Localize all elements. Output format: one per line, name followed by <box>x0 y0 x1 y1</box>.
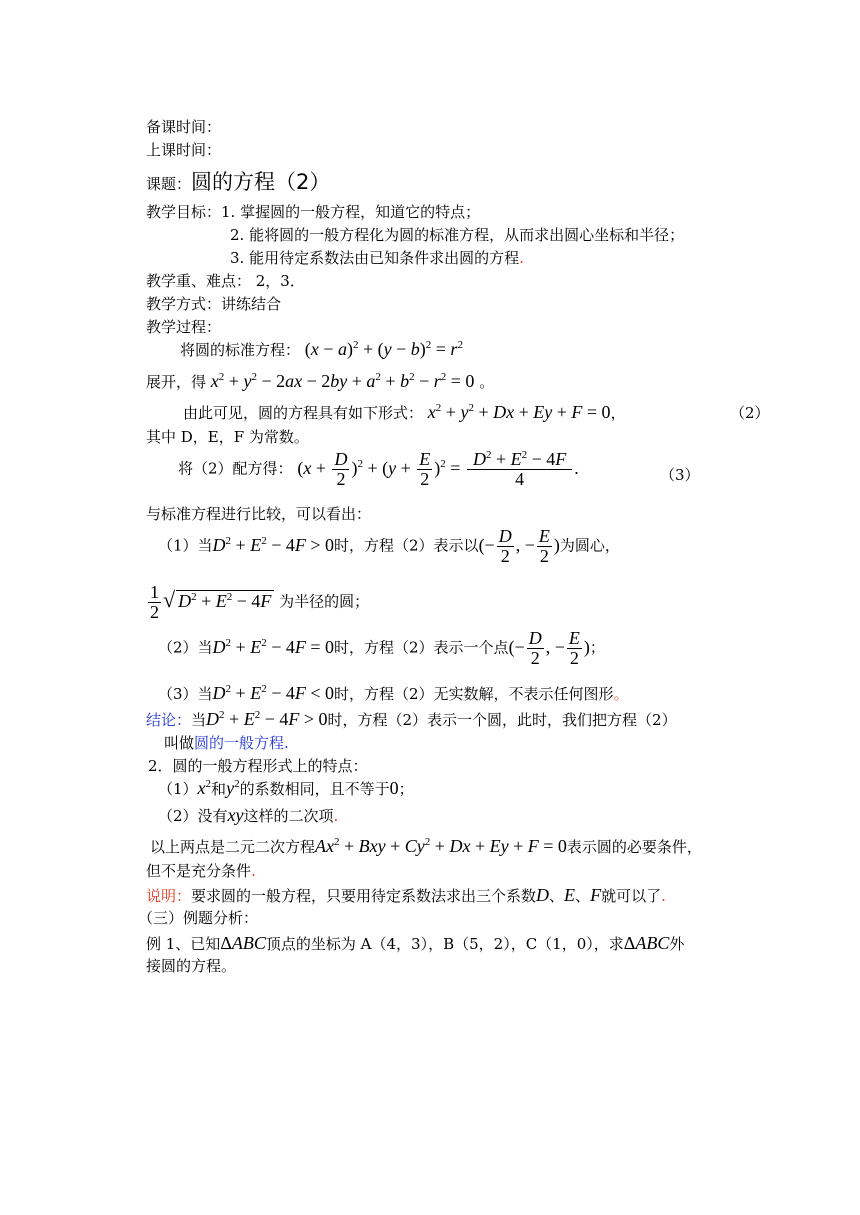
objective-3 <box>230 249 524 267</box>
feature-1-end: ； <box>398 780 414 798</box>
completed-square-line <box>178 450 579 489</box>
sufficiency-text: 但不是充分条件 <box>146 862 252 880</box>
conclusion-label: 结论： <box>146 711 192 729</box>
conclusion-dot: . <box>284 734 289 752</box>
feature-2-lead: （2）没有 <box>158 807 228 825</box>
conclusion-condition: $D^2 + E^2 - 4F > 0$ <box>206 709 328 729</box>
example-1-line <box>146 933 684 955</box>
case-2-line <box>158 629 605 668</box>
case-2-condition: $D^2 + E^2 - 4F = 0$ <box>212 636 335 657</box>
teaching-method: 教学方式：讲练结合 <box>146 295 282 313</box>
key-points: 教学重、难点： 2，3． <box>146 272 305 290</box>
equation-number-3: （3） <box>660 466 700 484</box>
topic-title: 圆的方程（2） <box>191 170 331 194</box>
coef-f: F <box>590 885 602 905</box>
case-2-point: (− $\frac{D}{2}$ , − $\frac{E}{2}$ ) <box>508 628 590 668</box>
example-1-line-2: 接圆的方程。 <box>146 957 237 975</box>
general-equation-term: 圆的一般方程 <box>194 734 285 752</box>
general-form-line: 由此可见，圆的方程具有如下形式： $x^2 + y^2 + Dx + Ey + F = 0$， <box>183 402 626 422</box>
sufficiency-note <box>146 862 256 880</box>
remark-line <box>146 885 666 907</box>
feature-2-xy: xy <box>227 805 244 825</box>
conclusion-lead: 当 <box>191 711 207 729</box>
lesson-topic <box>146 170 330 195</box>
case-1-lead: （1）当 <box>158 536 213 555</box>
objective-3-dot: . <box>519 249 524 267</box>
case-3-dot: 。 <box>613 685 629 703</box>
necessity-text: 表示圆的必要条件， <box>566 838 702 856</box>
case-1-condition: $D^2 + E^2 - 4F > 0$ <box>212 534 335 555</box>
feature-1-text: 的系数相同，且不等于 <box>239 780 390 798</box>
constants-note: 其中 D，E，F 为常数。 <box>146 428 309 446</box>
feature-1 <box>158 778 414 800</box>
case-1-line <box>158 527 620 566</box>
feature-1-zero: 0 <box>389 778 399 798</box>
case-1-radius-line <box>146 583 369 622</box>
objectives-line-1 <box>146 203 480 221</box>
objective-2: 2. 能将圆的一般方程化为圆的标准方程，从而求出圆心坐标和半径； <box>230 226 685 244</box>
conclusion-called: 叫做 <box>164 734 195 752</box>
feature-1-x2: $x^2$ <box>197 778 212 798</box>
feature-1-lead: （1） <box>158 780 198 798</box>
process-label: 教学过程： <box>146 318 222 336</box>
sufficiency-dot: . <box>251 862 256 880</box>
standard-equation: $(x - a)^2 + (y - b)^2 = r^2$ <box>304 339 463 359</box>
case-1-tail: 为圆心， <box>559 536 620 555</box>
conclusion-text: 时，方程（2）表示一个圆，此时，我们把方程（2） <box>327 711 677 729</box>
expanded-prefix: 展开，得 <box>146 373 207 391</box>
feature-2 <box>158 805 338 827</box>
feature-1-y2: $y^2$ <box>226 778 240 798</box>
examples-heading: （三）例题分析： <box>138 909 259 927</box>
example-1-text: 顶点的坐标为 A（4，3），B（5，2），C（1，0），求 <box>265 935 624 953</box>
remark-label: 说明： <box>146 887 192 905</box>
necessity-note <box>150 836 702 858</box>
general-form-equation: $x^2 + y^2 + Dx + Ey + F = 0$ <box>427 402 611 422</box>
objectives-label: 教学目标： <box>146 203 222 221</box>
general-form-prefix: 由此可见，圆的方程具有如下形式： <box>183 404 424 422</box>
expanded-suffix: 。 <box>479 373 495 391</box>
features-heading: 2．圆的一般方程形式上的特点： <box>148 757 368 775</box>
class-time-label: 上课时间： <box>146 141 222 159</box>
case-3-lead: （3）当 <box>158 685 213 703</box>
case-3-text: 时，方程（2）无实数解，不表示任何图形 <box>334 685 614 703</box>
case-1-center: (− $\frac{D}{2}$ , − $\frac{E}{2}$ ) <box>478 526 560 566</box>
compare-note: 与标准方程进行比较，可以看出： <box>146 505 372 523</box>
objective-1: 1. 掌握圆的一般方程，知道它的特点； <box>221 203 481 221</box>
remark-text: 要求圆的一般方程，只要用待定系数法求出三个系数 <box>191 887 537 905</box>
example-1-lead: 例 1、已知 <box>146 935 221 953</box>
remark-sep-1: 、 <box>549 887 565 905</box>
conclusion-line-2 <box>164 734 289 752</box>
case-2-lead: （2）当 <box>158 638 213 657</box>
necessity-lead: 以上两点是二元二次方程 <box>150 838 316 856</box>
expanded-equation: $x^2 + y^2 - 2ax - 2by + a^2 + b^2 - r^2 = 0$ <box>210 371 475 391</box>
quadratic-equation: $Ax^2$ + Bxy + $Cy^2 + Dx + Ey + F = 0$ <box>315 836 567 856</box>
triangle-abc: ΔABC <box>220 933 266 953</box>
objective-3-text: 3. 能用待定系数法由已知条件求出圆的方程 <box>230 249 520 267</box>
feature-2-dot: . <box>333 807 339 825</box>
case-2-middle: 时，方程（2）表示一个点 <box>334 638 509 657</box>
topic-label: 课题： <box>146 175 192 193</box>
coef-d: D <box>536 885 550 905</box>
remark-dot: . <box>661 887 666 905</box>
remark-end-text: 就可以了 <box>601 887 662 905</box>
expanded-equation-line <box>146 371 494 393</box>
case-3-line <box>158 683 629 705</box>
case-1-middle: 时，方程（2）表示以 <box>334 536 479 555</box>
case-1-radius: $\frac{1}{2}$ √ $D^2 + E^2 - 4F$ <box>146 591 274 611</box>
coef-e: E <box>564 885 576 905</box>
prep-time-label: 备课时间： <box>146 118 222 136</box>
case-3-condition: $D^2 + E^2 - 4F < 0$ <box>212 683 335 703</box>
triangle-abc-2: ΔABC <box>623 933 670 953</box>
standard-equation-line <box>180 339 463 361</box>
remark-sep-2: 、 <box>575 887 591 905</box>
conclusion-line <box>146 709 677 731</box>
completed-square-equation: (x + $\frac{D}{2}$ )$^2$ + (y + $\frac{E}{2}$ )$^2$ = $\frac{D^2 + E^2 - 4F}{4}$ . <box>297 449 579 489</box>
standard-equation-prefix: 将圆的标准方程： <box>180 341 301 359</box>
example-1-tail: 外 <box>669 935 685 953</box>
completed-square-prefix: 将（2）配方得： <box>178 459 293 478</box>
feature-2-text: 这样的二次项 <box>243 807 334 825</box>
feature-1-and: 和 <box>211 780 227 798</box>
case-2-tail: ； <box>589 638 605 657</box>
case-1-radius-text: 为半径的圆； <box>279 592 370 611</box>
equation-number-2: （2） <box>730 404 770 422</box>
